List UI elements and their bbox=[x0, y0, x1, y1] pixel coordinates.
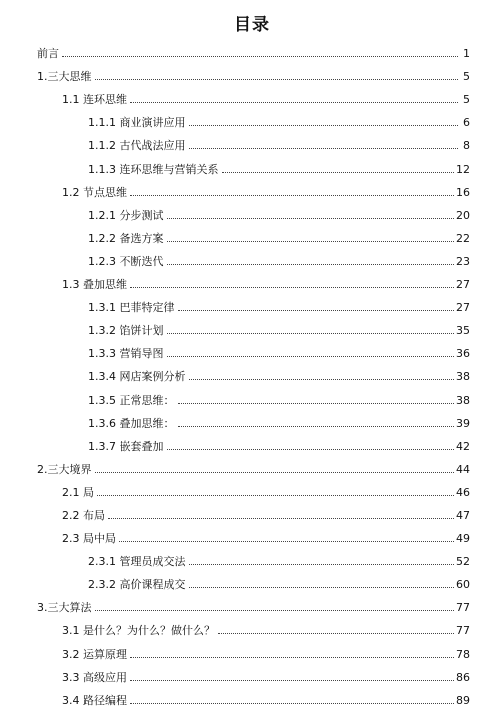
toc-entry-page-number: 52 bbox=[456, 555, 470, 569]
toc-entry-page-number: 36 bbox=[456, 347, 470, 361]
toc-entry[interactable] bbox=[0, 456, 504, 479]
toc-entry-page-number: 20 bbox=[456, 208, 470, 222]
toc-entry-label: 1.3.2 馅饼计划 bbox=[88, 324, 164, 338]
toc-entry[interactable] bbox=[0, 40, 504, 63]
toc-entry[interactable] bbox=[0, 271, 504, 294]
toc-entry[interactable] bbox=[0, 132, 504, 155]
toc-entry-label: 2.3.1 管理员成交法 bbox=[88, 555, 186, 569]
dot-leader bbox=[189, 125, 459, 126]
toc-entry-label: 3.2 运算原理 bbox=[62, 647, 127, 661]
toc-entry-page-number: 8 bbox=[463, 139, 470, 153]
toc-entry-label: 1.1.3 连环思维与营销关系 bbox=[88, 162, 219, 176]
toc-entry-page-number: 38 bbox=[456, 393, 470, 407]
toc-entry-page-number: 60 bbox=[456, 578, 470, 592]
dot-leader bbox=[189, 587, 455, 588]
toc-entry-page-number: 89 bbox=[456, 693, 470, 707]
toc-entry-label: 3.3 高级应用 bbox=[62, 670, 127, 684]
toc-title: 目录 bbox=[234, 15, 270, 35]
toc-entry-label: 3.1 是什么？为什么？做什么？ bbox=[62, 624, 215, 638]
toc-entry[interactable] bbox=[0, 687, 504, 710]
dot-leader bbox=[97, 495, 454, 496]
toc-entry[interactable] bbox=[0, 225, 504, 248]
dot-leader bbox=[167, 218, 455, 219]
toc-entry-page-number: 78 bbox=[456, 647, 470, 661]
toc-entry[interactable] bbox=[0, 386, 504, 409]
toc-entry-label: 2.1 局 bbox=[62, 485, 94, 499]
dot-leader bbox=[95, 79, 459, 80]
toc-entry-page-number: 6 bbox=[463, 116, 470, 130]
toc-entry-page-number: 39 bbox=[456, 416, 470, 430]
dot-leader bbox=[130, 680, 454, 681]
toc-entry[interactable] bbox=[0, 571, 504, 594]
dot-leader bbox=[218, 633, 454, 634]
toc-entry-page-number: 1 bbox=[463, 47, 470, 61]
toc-entry-label: 1.1 连环思维 bbox=[62, 93, 127, 107]
dot-leader bbox=[222, 172, 455, 173]
toc-entry[interactable] bbox=[0, 594, 504, 617]
toc-entry-page-number: 38 bbox=[456, 370, 470, 384]
dot-leader bbox=[95, 610, 455, 611]
toc-entry-page-number: 49 bbox=[456, 532, 470, 546]
toc-entry-label: 1.2.2 备选方案 bbox=[88, 231, 164, 245]
dot-leader bbox=[167, 449, 455, 450]
toc-entry[interactable] bbox=[0, 109, 504, 132]
dot-leader bbox=[130, 703, 454, 704]
dot-leader bbox=[130, 195, 454, 196]
dot-leader bbox=[167, 264, 455, 265]
toc-entry[interactable] bbox=[0, 617, 504, 640]
toc-entry[interactable] bbox=[0, 340, 504, 363]
dot-leader bbox=[178, 426, 455, 427]
toc-entry-label: 1.3.7 嵌套叠加 bbox=[88, 439, 164, 453]
toc-entry-label: 1.2.1 分步测试 bbox=[88, 208, 164, 222]
toc-entry-page-number: 47 bbox=[456, 508, 470, 522]
toc-entry[interactable] bbox=[0, 664, 504, 687]
toc-entry-label: 2.3 局中局 bbox=[62, 532, 116, 546]
dot-leader bbox=[189, 379, 455, 380]
toc-entry[interactable] bbox=[0, 433, 504, 456]
toc-entry[interactable] bbox=[0, 248, 504, 271]
toc-entry-page-number: 22 bbox=[456, 231, 470, 245]
toc-entry-label: 1.1.2 古代战法应用 bbox=[88, 139, 186, 153]
toc-entry[interactable] bbox=[0, 525, 504, 548]
toc-entry-page-number: 35 bbox=[456, 324, 470, 338]
toc-entry-page-number: 77 bbox=[456, 624, 470, 638]
dot-leader bbox=[119, 541, 454, 542]
dot-leader bbox=[167, 356, 455, 357]
toc-entry-label: 1.3.4 网店案例分析 bbox=[88, 370, 186, 384]
toc-entry-page-number: 42 bbox=[456, 439, 470, 453]
toc-entry-page-number: 77 bbox=[456, 601, 470, 615]
toc-entry-label: 1.3 叠加思维 bbox=[62, 278, 127, 292]
toc-entry-label: 3.4 路径编程 bbox=[62, 693, 127, 707]
dot-leader bbox=[108, 518, 454, 519]
toc-entry[interactable] bbox=[0, 363, 504, 386]
toc-entry-label: 2.2 布局 bbox=[62, 508, 105, 522]
toc-entry[interactable] bbox=[0, 179, 504, 202]
toc-entry[interactable] bbox=[0, 86, 504, 109]
toc-entry[interactable] bbox=[0, 640, 504, 663]
toc-entry[interactable] bbox=[0, 202, 504, 225]
toc-entry[interactable] bbox=[0, 502, 504, 525]
toc-entry-page-number: 86 bbox=[456, 670, 470, 684]
toc-entry-page-number: 5 bbox=[463, 93, 470, 107]
toc-entry[interactable] bbox=[0, 317, 504, 340]
toc-entry-label: 1.2 节点思维 bbox=[62, 185, 127, 199]
toc-entry-label: 1.3.1 巴菲特定律 bbox=[88, 301, 175, 315]
toc-entry-label: 1.3.3 营销导图 bbox=[88, 347, 164, 361]
dot-leader bbox=[189, 148, 459, 149]
dot-leader bbox=[167, 241, 455, 242]
toc-entry-label: 2.三大境界 bbox=[37, 462, 92, 476]
dot-leader bbox=[189, 564, 455, 565]
toc-entry-label: 1.三大思维 bbox=[37, 70, 92, 84]
dot-leader bbox=[130, 287, 454, 288]
toc-entry-label: 1.3.5 正常思维： bbox=[88, 393, 175, 407]
dot-leader bbox=[95, 472, 455, 473]
toc-entry-page-number: 44 bbox=[456, 462, 470, 476]
toc-entry[interactable] bbox=[0, 479, 504, 502]
toc-list bbox=[0, 40, 504, 710]
toc-entry-label: 1.2.3 不断迭代 bbox=[88, 254, 164, 268]
toc-entry-label: 2.3.2 高价课程成交 bbox=[88, 578, 186, 592]
toc-entry-label: 1.1.1 商业演讲应用 bbox=[88, 116, 186, 130]
dot-leader bbox=[178, 310, 455, 311]
toc-entry-page-number: 16 bbox=[456, 185, 470, 199]
toc-entry[interactable] bbox=[0, 548, 504, 571]
toc-entry-page-number: 46 bbox=[456, 485, 470, 499]
toc-entry-label: 3.三大算法 bbox=[37, 601, 92, 615]
toc-entry-page-number: 23 bbox=[456, 254, 470, 268]
toc-entry-page-number: 27 bbox=[456, 301, 470, 315]
dot-leader bbox=[178, 403, 455, 404]
toc-entry[interactable] bbox=[0, 63, 504, 86]
toc-entry-page-number: 12 bbox=[456, 162, 470, 176]
toc-entry-page-number: 27 bbox=[456, 278, 470, 292]
dot-leader bbox=[130, 657, 454, 658]
toc-entry[interactable] bbox=[0, 155, 504, 178]
dot-leader bbox=[167, 333, 455, 334]
toc-entry-label: 前言 bbox=[37, 47, 59, 61]
toc-entry[interactable] bbox=[0, 294, 504, 317]
toc-entry-page-number: 5 bbox=[463, 70, 470, 84]
toc-entry-label: 1.3.6 叠加思维： bbox=[88, 416, 175, 430]
dot-leader bbox=[62, 56, 458, 57]
toc-entry[interactable] bbox=[0, 410, 504, 433]
dot-leader bbox=[130, 102, 458, 103]
